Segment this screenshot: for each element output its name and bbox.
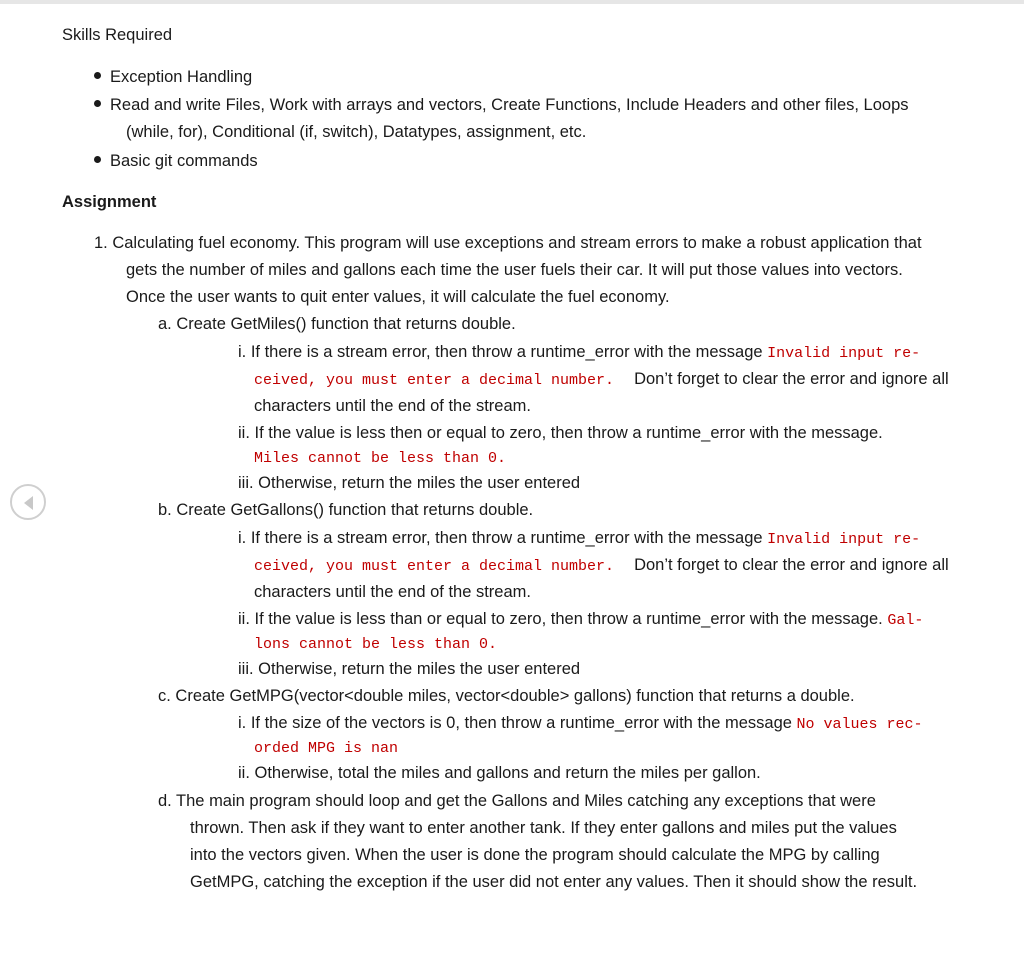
bullet-icon — [94, 156, 101, 163]
item1-line-1: 1. Calculating fuel economy. This program will use exceptions and stream errors to make a robust application that — [94, 234, 922, 252]
skill-bullet-3: Basic git commands — [94, 150, 258, 172]
c-ii: ii. Otherwise, total the miles and gallons and return the miles per gallon. — [238, 764, 761, 782]
error-message-code: orded MPG is nan — [254, 740, 399, 757]
bullet-icon — [94, 100, 101, 107]
d-line-4: GetMPG, catching the exception if the user did not enter any values. Then it should show the result. — [190, 873, 918, 891]
b-i-line-2: ceived, you must enter a decimal number. Don’t forget to clear the error and ignore all — [254, 556, 949, 575]
item1-line-2: gets the number of miles and gallons each time the user fuels their car. It will put those values into vectors. — [126, 261, 903, 279]
error-message-code: lons cannot be less than 0. — [254, 636, 498, 653]
b-iii: iii. Otherwise, return the miles the user entered — [238, 660, 581, 678]
error-message-code: Invalid input re- — [767, 531, 921, 548]
b-ii-line-1: ii. If the value is less than or equal to zero, then throw a runtime_error with the message. Gal- — [238, 610, 924, 629]
d-line-3: into the vectors given. When the user is done the program should calculate the MPG by calling — [190, 846, 880, 864]
assignment-heading: Assignment — [62, 193, 157, 211]
previous-page-button[interactable] — [10, 484, 46, 520]
error-message-code: No values rec- — [796, 716, 923, 733]
a-i-line-1: i. If there is a stream error, then throw a runtime_error with the message Invalid input re- — [238, 343, 921, 362]
error-message-code: Gal- — [887, 612, 924, 629]
a-iii: iii. Otherwise, return the miles the user entered — [238, 474, 581, 492]
b-title: b. Create GetGallons() function that returns double. — [158, 501, 534, 519]
a-ii-line-1: ii. If the value is less then or equal to zero, then throw a runtime_error with the message. — [238, 424, 883, 442]
top-border — [0, 0, 1024, 4]
d-line-1: d. The main program should loop and get the Gallons and Miles catching any exceptions that were — [158, 792, 876, 810]
item1-line-3: Once the user wants to quit enter values, it will calculate the fuel economy. — [126, 288, 670, 306]
skill-bullet-2-cont: (while, for), Conditional (if, switch), Datatypes, assignment, etc. — [126, 123, 587, 141]
error-message-code: ceived, you must enter a decimal number. — [254, 372, 615, 389]
c-title: c. Create GetMPG(vector<double miles, vector<double> gallons) function that returns a double. — [158, 687, 855, 705]
error-message-code: Invalid input re- — [767, 345, 921, 362]
a-i-line-3: characters until the end of the stream. — [254, 397, 531, 415]
skills-heading: Skills Required — [62, 26, 173, 44]
skill-bullet-2: Read and write Files, Work with arrays and vectors, Create Functions, Include Headers and other files, Loops — [94, 94, 909, 116]
bullet-icon — [94, 72, 101, 79]
error-message-code: ceived, you must enter a decimal number. — [254, 558, 615, 575]
a-title: a. Create GetMiles() function that returns double. — [158, 315, 516, 333]
b-i-line-3: characters until the end of the stream. — [254, 583, 531, 601]
skill-bullet-1: Exception Handling — [94, 66, 252, 88]
a-i-line-2: ceived, you must enter a decimal number. Don’t forget to clear the error and ignore all — [254, 370, 949, 389]
c-i-line-1: i. If the size of the vectors is 0, then throw a runtime_error with the message No values rec- — [238, 714, 923, 733]
error-message-code: Miles cannot be less than 0. — [254, 450, 507, 467]
b-i-line-1: i. If there is a stream error, then throw a runtime_error with the message Invalid input re- — [238, 529, 921, 548]
chevron-left-icon — [21, 494, 37, 512]
d-line-2: thrown. Then ask if they want to enter another tank. If they enter gallons and miles put the values — [190, 819, 897, 837]
